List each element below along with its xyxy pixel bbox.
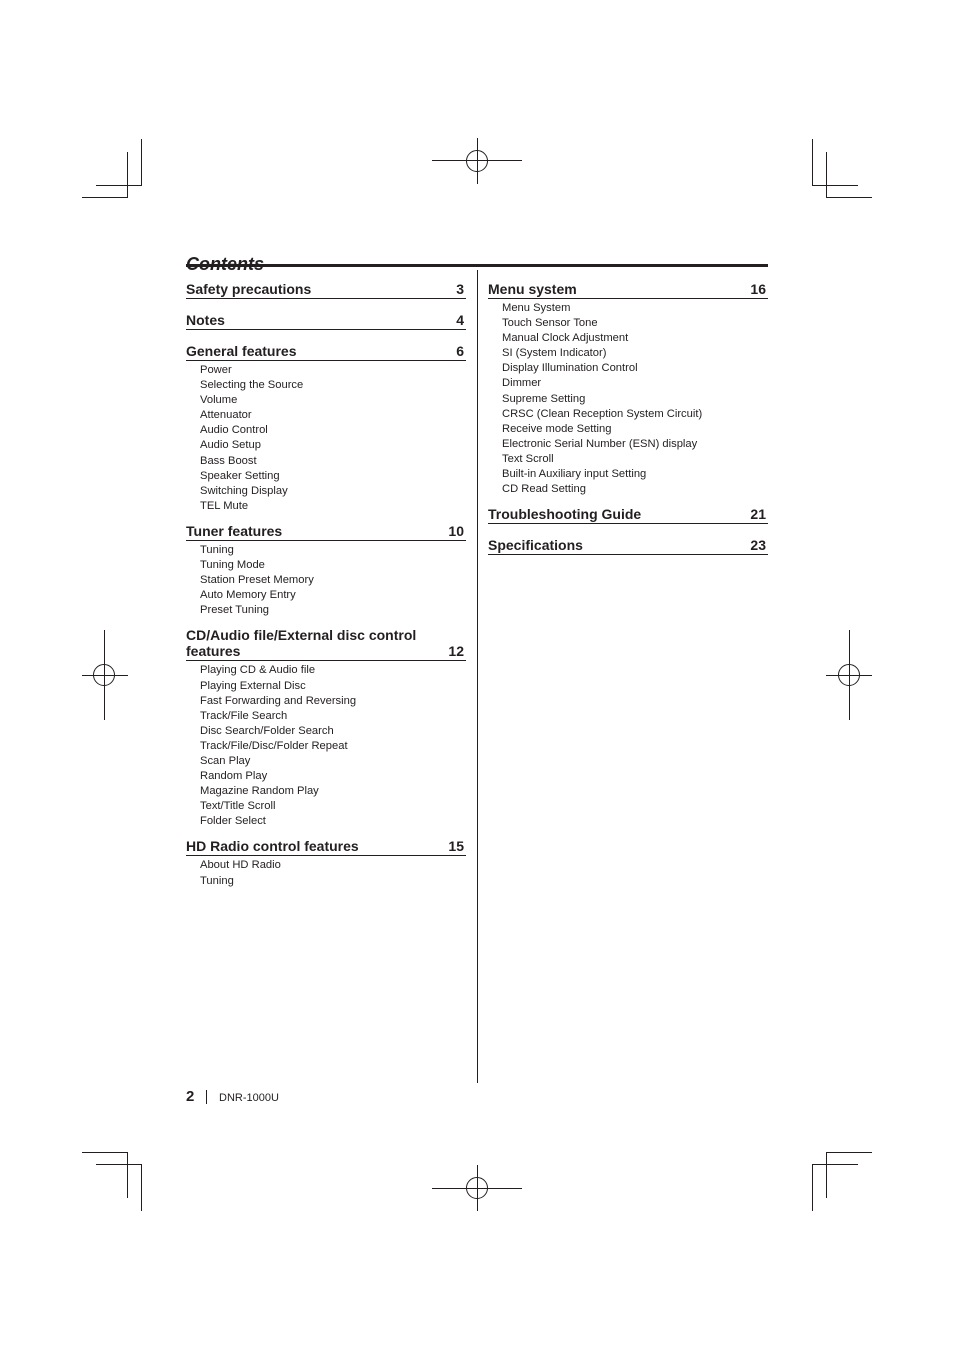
- toc-section-safety-precautions: [186, 281, 466, 299]
- toc-entry-title: Notes: [186, 312, 225, 328]
- toc-subentry[interactable]: Electronic Serial Number (ESN) display: [502, 437, 698, 450]
- toc-entry-page-number: 21: [750, 506, 766, 523]
- toc-entry-title: Troubleshooting Guide: [488, 506, 642, 523]
- toc-entry-title: Safety precautions: [186, 281, 312, 297]
- toc-subentry[interactable]: Text Scroll: [502, 452, 554, 465]
- toc-subentry[interactable]: Touch Sensor Tone: [502, 317, 598, 330]
- registration-circle: [466, 1177, 488, 1199]
- toc-section-general-features: [186, 343, 466, 514]
- crop-mark-line: [826, 152, 827, 198]
- toc-subentry[interactable]: Switching Display: [200, 484, 288, 497]
- toc-subentry-list: [488, 299, 768, 497]
- crop-mark-line: [812, 185, 858, 186]
- toc-entry[interactable]: [186, 627, 466, 661]
- toc-subentry[interactable]: CD Read Setting: [502, 483, 586, 496]
- toc-subentry[interactable]: Attenuator: [200, 409, 252, 422]
- toc-section-troubleshooting-guide: [488, 506, 768, 524]
- toc-entry-page-number: 6: [456, 343, 464, 359]
- toc-subentry[interactable]: Auto Memory Entry: [200, 589, 296, 602]
- toc-subentry[interactable]: Random Play: [200, 770, 268, 783]
- toc-subentry[interactable]: Playing CD & Audio file: [200, 664, 316, 677]
- toc-section-notes: [186, 312, 466, 330]
- registration-circle: [93, 664, 115, 686]
- toc-section-tuner-features: [186, 523, 466, 618]
- registration-circle: [466, 150, 488, 172]
- toc-entry-title: General features: [186, 343, 297, 359]
- toc-subentry[interactable]: Fast Forwarding and Reversing: [200, 694, 357, 707]
- toc-subentry[interactable]: Volume: [200, 394, 238, 407]
- toc-entry-title: Specifications: [488, 537, 583, 554]
- toc-subentry[interactable]: Playing External Disc: [200, 679, 306, 692]
- toc-section-specifications: [488, 537, 768, 555]
- toc-subentry[interactable]: Bass Boost: [200, 454, 257, 467]
- crop-mark-line: [127, 1152, 128, 1198]
- toc-subentry[interactable]: Text/Title Scroll: [200, 800, 276, 813]
- toc-subentry[interactable]: Disc Search/Folder Search: [200, 724, 334, 737]
- toc-subentry-list: [186, 361, 466, 514]
- toc-subentry[interactable]: Tuning: [200, 874, 234, 887]
- toc-entry[interactable]: [186, 343, 466, 361]
- footer-separator: [206, 1090, 207, 1104]
- toc-subentry[interactable]: Menu System: [502, 302, 571, 314]
- toc-entry-page-number: 23: [750, 537, 766, 554]
- toc-subentry[interactable]: Supreme Setting: [502, 392, 586, 405]
- registration-circle: [838, 664, 860, 686]
- toc-subentry-list: [186, 856, 466, 888]
- footer-model-name: DNR-1000U: [219, 1092, 279, 1104]
- toc-subentry[interactable]: Track/File/Disc/Folder Repeat: [200, 739, 348, 752]
- toc-subentry[interactable]: Speaker Setting: [200, 469, 280, 482]
- crop-mark-line: [127, 152, 128, 198]
- crop-mark-line: [812, 139, 813, 186]
- toc-subentry[interactable]: Tuning: [200, 543, 234, 556]
- toc-subentry[interactable]: Audio Setup: [200, 439, 261, 452]
- toc-subentry-list: [186, 661, 466, 829]
- toc-entry[interactable]: [186, 281, 466, 299]
- toc-entry[interactable]: [488, 281, 768, 299]
- column-divider: [477, 270, 478, 1083]
- toc-subentry[interactable]: CRSC (Clean Reception System Circuit): [502, 407, 703, 420]
- toc-entry-page-number: 10: [448, 522, 464, 539]
- crop-mark-line: [82, 1152, 128, 1153]
- toc-entry-title: Tuner features: [186, 522, 283, 539]
- toc-entry[interactable]: [186, 523, 466, 541]
- toc-subentry[interactable]: Magazine Random Play: [200, 785, 319, 798]
- toc-entry-page-number: 15: [448, 838, 464, 855]
- toc-subentry[interactable]: Preset Tuning: [200, 604, 270, 617]
- crop-mark-line: [141, 139, 142, 186]
- toc-subentry[interactable]: Tuning Mode: [200, 559, 265, 572]
- toc-subentry[interactable]: Folder Select: [200, 815, 266, 828]
- toc-entry-title: HD Radio control features: [186, 838, 359, 855]
- toc-section-hd-radio-control-features: [186, 838, 466, 888]
- toc-entry[interactable]: [186, 838, 466, 856]
- toc-subentry[interactable]: Station Preset Memory: [200, 574, 314, 587]
- crop-mark-line: [826, 1152, 872, 1153]
- toc-entry[interactable]: [186, 312, 466, 330]
- crop-mark-line: [96, 1164, 142, 1165]
- toc-section-cd-audio-file-external-disc-control-features: [186, 627, 466, 829]
- toc-right-column: [488, 281, 768, 568]
- toc-subentry[interactable]: Receive mode Setting: [502, 422, 612, 435]
- toc-section-menu-system: [488, 281, 768, 497]
- crop-mark-line: [96, 185, 142, 186]
- toc-subentry[interactable]: Selecting the Source: [200, 379, 304, 392]
- crop-mark-line: [812, 1164, 813, 1211]
- toc-entry-page-number: 12: [448, 643, 464, 660]
- title-rule: [186, 264, 768, 267]
- toc-subentry[interactable]: Dimmer: [502, 377, 542, 390]
- toc-subentry-list: [186, 541, 466, 618]
- toc-subentry[interactable]: Audio Control: [200, 424, 268, 437]
- toc-subentry[interactable]: Power: [200, 364, 232, 376]
- toc-subentry[interactable]: Manual Clock Adjustment: [502, 332, 629, 345]
- toc-entry-page-number: 4: [456, 312, 464, 328]
- footer-page-number: 2: [186, 1088, 195, 1105]
- toc-left-column: [186, 281, 466, 898]
- toc-subentry[interactable]: Scan Play: [200, 754, 251, 767]
- toc-entry-title: CD/Audio file/External disc control features: [186, 627, 417, 660]
- toc-subentry[interactable]: SI (System Indicator): [502, 347, 607, 360]
- toc-subentry[interactable]: TEL Mute: [200, 499, 249, 512]
- toc-subentry[interactable]: Display Illumination Control: [502, 362, 638, 375]
- toc-entry-page-number: 16: [750, 281, 766, 297]
- crop-mark-line: [82, 197, 128, 198]
- toc-entry[interactable]: [488, 506, 768, 524]
- toc-entry-title: Menu system: [488, 281, 577, 297]
- crop-mark-line: [141, 1164, 142, 1211]
- crop-mark-line: [812, 1164, 858, 1165]
- crop-mark-line: [826, 197, 872, 198]
- toc-subentry[interactable]: Track/File Search: [200, 709, 288, 722]
- crop-mark-line: [826, 1152, 827, 1198]
- toc-subentry[interactable]: About HD Radio: [200, 859, 281, 872]
- toc-entry-page-number: 3: [456, 281, 464, 297]
- toc-subentry[interactable]: Built-in Auxiliary input Setting: [502, 468, 647, 481]
- toc-entry[interactable]: [488, 537, 768, 555]
